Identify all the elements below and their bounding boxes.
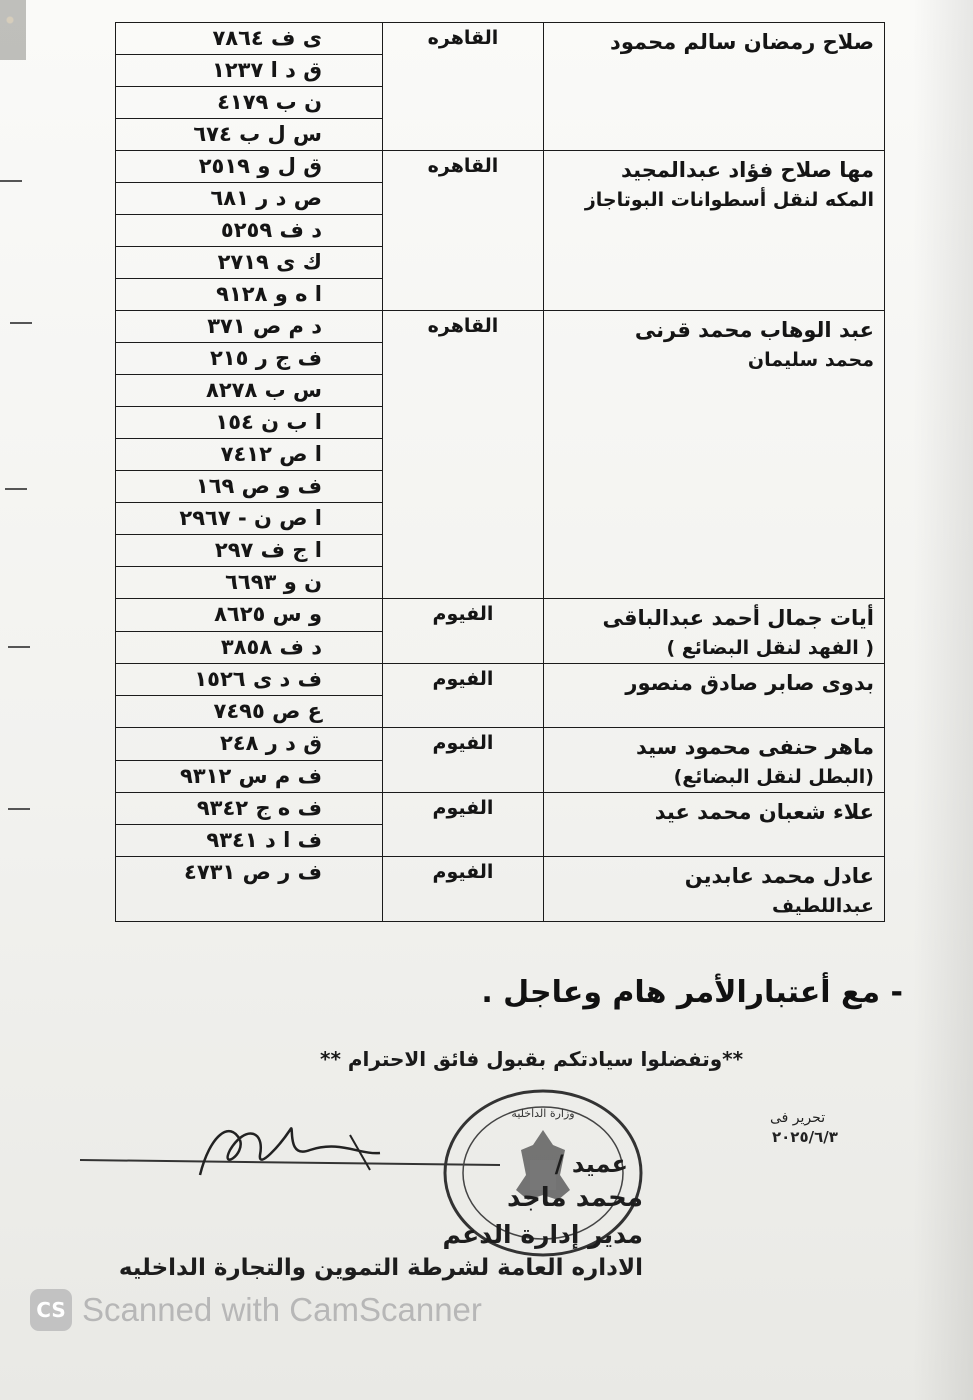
signer-department: الاداره العامة لشرطة التموين والتجارة الداخليه <box>118 1255 643 1281</box>
governorate-cell: الفيوم <box>383 664 544 728</box>
plate-number-cell: ق د ر ٢٤٨ <box>116 728 383 761</box>
owner-name-cell <box>544 728 885 793</box>
owner-name-line: ( الفهد لنقل البضائع ) <box>666 637 874 659</box>
owner-name-line: علاء شعبان محمد عيد <box>654 800 874 824</box>
owner-name-line: بدوى صابر صادق منصور <box>625 671 874 695</box>
table-row <box>116 793 885 825</box>
plate-number-cell: ن ب ٤١٧٩ <box>116 87 383 119</box>
plate-number-cell: س ل ب ٦٧٤ <box>116 119 383 151</box>
margin-mark <box>0 180 22 182</box>
date-label: تحرير فى <box>770 1110 826 1126</box>
plate-number-cell: ا ب ن ١٥٤ <box>116 407 383 439</box>
plate-number-cell: د ف ٥٢٥٩ <box>116 215 383 247</box>
table-row <box>116 599 885 632</box>
owner-name-cell <box>544 793 885 857</box>
signer-name: محمد ماجد <box>507 1183 643 1213</box>
governorate-cell: القاهره <box>383 151 544 311</box>
plate-number-cell: ف و ص ١٦٩ <box>116 471 383 503</box>
plate-number-cell: ف ا د ٩٣٤١ <box>116 825 383 857</box>
owner-name-line: عبداللطيف <box>771 895 874 917</box>
table-row <box>116 728 885 761</box>
closing-note: - مع أعتبارالأمر هام وعاجل . <box>481 975 903 1010</box>
regards-line: **وتفضلوا سيادتكم بقبول فائق الاحترام ** <box>320 1047 744 1071</box>
plate-number-cell: ا ج ف ٢٩٧ <box>116 535 383 567</box>
owner-name-line: محمد سليمان <box>747 349 874 371</box>
plate-number-cell: د م ص ٣٧١ <box>116 311 383 343</box>
owner-name-cell <box>544 311 885 599</box>
owner-name-line: عبد الوهاب محمد قرنى <box>634 318 874 342</box>
plate-number-cell: ق د ا ١٢٣٧ <box>116 55 383 87</box>
owner-name-line: مها صلاح فؤاد عبدالمجيد <box>621 158 874 182</box>
plate-number-cell: ك ى ٢٧١٩ <box>116 247 383 279</box>
plate-number-cell: ق ل و ٢٥١٩ <box>116 151 383 183</box>
owner-name-cell <box>544 23 885 151</box>
plate-number-cell: ف ه ج ٩٣٤٢ <box>116 793 383 825</box>
owner-name-cell <box>544 857 885 922</box>
plate-number-cell: ف ر ص ٤٧٣١ <box>116 857 383 922</box>
vehicles-table <box>115 22 885 922</box>
plate-number-cell: ا ه و ٩١٢٨ <box>116 279 383 311</box>
plate-number-cell: ن و ٦٦٩٣ <box>116 567 383 599</box>
scan-edge <box>0 0 26 60</box>
plate-number-cell: س ب ٨٢٧٨ <box>116 375 383 407</box>
governorate-cell: الفيوم <box>383 728 544 793</box>
owner-name-cell <box>544 151 885 311</box>
signer-role: مدير إدارة الدعم <box>442 1220 643 1249</box>
governorate-cell: الفيوم <box>383 599 544 664</box>
date-value: ٢٠٢٥/٦/٣ <box>772 1128 838 1146</box>
plate-number-cell: د ف ٣٨٥٨ <box>116 631 383 664</box>
page-shadow <box>913 0 973 1400</box>
table-row <box>116 151 885 183</box>
handwritten-signature <box>80 1115 500 1195</box>
governorate-cell: الفيوم <box>383 793 544 857</box>
watermark-text: Scanned with CamScanner <box>82 1291 482 1328</box>
governorate-cell: الفيوم <box>383 857 544 922</box>
plate-number-cell: ص د ر ٦٨١ <box>116 183 383 215</box>
seal-text: وزارة الداخلية <box>511 1107 575 1120</box>
owner-name-line: أيات جمال أحمد عبدالباقى <box>602 606 874 630</box>
owner-name-line: المكه لنقل أسطوانات البوتاجاز <box>584 189 874 211</box>
plate-number-cell: ى ف ٧٨٦٤ <box>116 23 383 55</box>
table-row <box>116 311 885 343</box>
table-row <box>116 23 885 55</box>
governorate-cell: القاهره <box>383 311 544 599</box>
camscanner-watermark <box>30 1285 482 1335</box>
table-row <box>116 857 885 922</box>
owner-name-line: ماهر حنفى محمود سيد <box>635 735 874 759</box>
owner-name-line: صلاح رمضان سالم محمود <box>610 30 874 54</box>
margin-mark <box>8 808 30 810</box>
owner-name-cell <box>544 664 885 728</box>
plate-number-cell: ا ص ن - ٢٩٦٧ <box>116 503 383 535</box>
margin-mark <box>10 322 32 324</box>
plate-number-cell: و س ٨٦٢٥ <box>116 599 383 632</box>
plate-number-cell: ف م س ٩٣١٢ <box>116 760 383 793</box>
plate-number-cell: ف ج ر ٢١٥ <box>116 343 383 375</box>
plate-number-cell: ع ص ٧٤٩٥ <box>116 696 383 728</box>
margin-mark <box>8 646 30 648</box>
governorate-cell: القاهره <box>383 23 544 151</box>
owner-name-cell <box>544 599 885 664</box>
signer-rank: عميد / <box>554 1150 628 1178</box>
plate-number-cell: ا ص ٧٤١٢ <box>116 439 383 471</box>
plate-number-cell: ف د ى ١٥٢٦ <box>116 664 383 696</box>
margin-mark <box>5 488 27 490</box>
owner-name-line: (البطل لنقل البضائع) <box>673 766 874 788</box>
camscanner-logo-icon: CS <box>30 1289 72 1331</box>
owner-name-line: عادل محمد عابدين <box>684 864 874 888</box>
table-row <box>116 664 885 696</box>
